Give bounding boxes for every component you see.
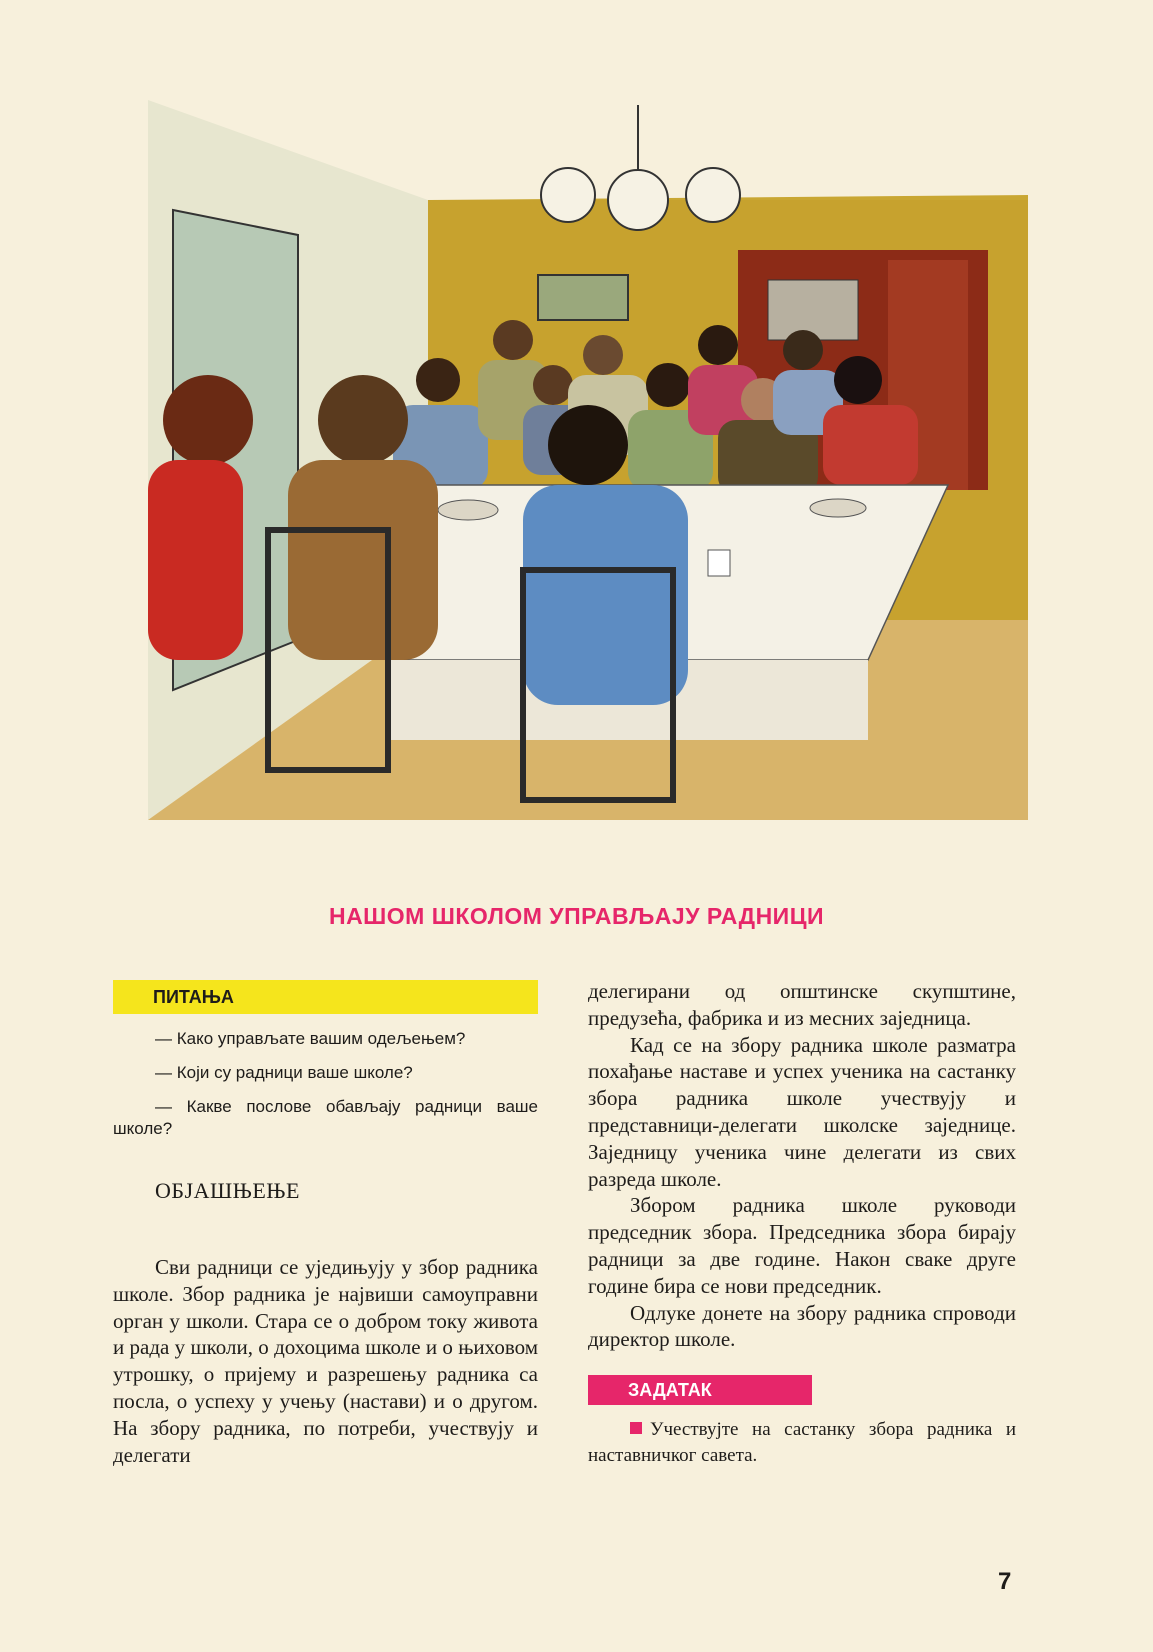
meeting-illustration [148,100,1028,820]
page-title: НАШОМ ШКОЛОМ УПРАВЉАЈУ РАДНИЦИ [328,903,825,929]
explanation-text-right [588,978,1016,1353]
questions-heading: ПИТАЊА [113,980,538,1014]
question-item: — Који су радници ваше школе? [155,1063,413,1082]
right-column [588,978,1016,1469]
explanation-paragraph: Кад се на збору радника школе разматра похађање наставе и успех ученика на састанку збора радника школе учествују и представници-делегати школске заједнице. Заједницу ученика чине делегати из свих разреда школе. [588,1032,1016,1191]
explanation-text-left [113,1254,538,1468]
explanation-paragraph: делегирани од општинске скупштине, предузећа, фабрика и из месних заједница. [588,979,1016,1030]
explanation-paragraph: Сви радници се уједињују у збор радника школе. Збор радника је највиши самоуправни орган у школи. Стара се о добром току живота и рада у школи, о дохоцима школе и о њиховом утрошку, о пријему и разрешењу радника са посла, о успеху у учењу (настави) и о другом. На збору радника, по потреби, учествују и делегати [113,1255,538,1467]
left-column [113,980,538,1468]
page-number: 7 [998,1568,1012,1595]
task-text-block [588,1417,1016,1469]
questions-list [113,1028,538,1140]
explanation-paragraph: Збором радника школе руководи председник збора. Председника збора бирају радници за две године. Након сваке друге године бира се нови председник. [588,1193,1016,1298]
question-item: — Како управљате вашим одељењем? [155,1029,466,1048]
square-bullet-icon [630,1422,642,1434]
explanation-paragraph: Одлуке донете на збору радника спроводи директор школе. [588,1300,1016,1352]
task-text: Учествујте на састанку збора радника и наставничког савета. [588,1419,1016,1467]
question-item: — Какве послове обављају радници ваше школе? [113,1097,538,1138]
explanation-heading: ОБЈАШЊЕЊЕ [155,1178,300,1203]
task-heading: ЗАДАТАК [588,1375,812,1405]
